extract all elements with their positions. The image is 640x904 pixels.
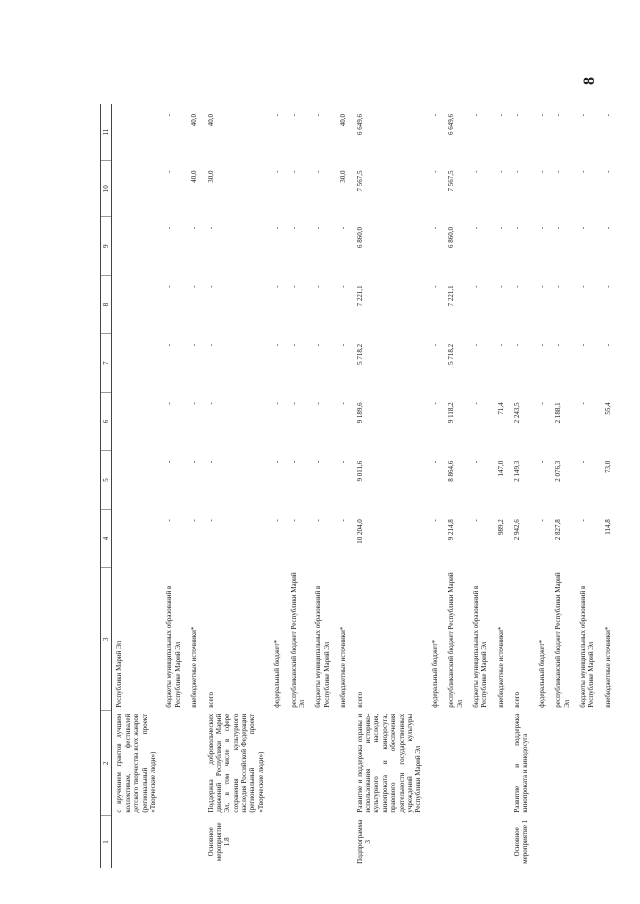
- column-header: 9: [101, 217, 112, 275]
- value-cell: -: [190, 343, 199, 347]
- column-header: 1: [101, 816, 112, 868]
- column-header: 5: [101, 451, 112, 509]
- value-cell: [112, 217, 162, 275]
- value-cell: -: [471, 226, 480, 230]
- row-code-cell: [494, 816, 510, 868]
- value-cell: 40,0: [190, 114, 199, 127]
- value-cell: -: [206, 460, 215, 464]
- value-cell: -: [339, 226, 348, 230]
- value-cell: 9 118,2: [447, 402, 456, 424]
- value-cell: -: [314, 285, 323, 288]
- value-cell: -: [554, 343, 563, 347]
- funding-source-cell: федеральный бюджет*: [537, 639, 546, 708]
- value-cell: -: [314, 519, 323, 522]
- row-name-cell: [494, 711, 510, 816]
- value-cell: 7 567,5: [447, 170, 456, 192]
- value-cell: -: [190, 460, 199, 464]
- row-code-cell: [428, 816, 444, 868]
- funding-source-cell: республиканский бюджет Республики Марий Эл: [289, 572, 307, 708]
- table-row: [287, 104, 312, 868]
- funding-source-cell: внебюджетные источники*: [190, 626, 199, 708]
- value-cell: -: [554, 170, 563, 173]
- value-cell: -: [554, 114, 563, 117]
- value-cell: -: [339, 519, 348, 522]
- value-cell: 40,0: [190, 170, 199, 183]
- value-cell: [112, 451, 162, 509]
- value-cell: -: [190, 402, 199, 405]
- value-cell: -: [289, 460, 298, 464]
- value-cell: 9 214,8: [447, 519, 456, 541]
- budget-table: [100, 104, 617, 868]
- value-cell: 2 149,3: [513, 460, 522, 482]
- value-cell: -: [314, 402, 323, 405]
- value-cell: -: [165, 402, 174, 405]
- value-cell: -: [537, 170, 546, 173]
- value-cell: 71,4: [496, 402, 505, 415]
- table-row: [601, 104, 617, 868]
- row-code-cell: [112, 816, 162, 868]
- value-cell: -: [289, 519, 298, 522]
- table-row: [551, 104, 576, 868]
- value-cell: -: [430, 170, 439, 173]
- value-cell: 7 221,1: [447, 285, 456, 307]
- value-cell: -: [430, 460, 439, 464]
- row-name-cell: [162, 711, 187, 816]
- value-cell: -: [273, 226, 282, 230]
- value-cell: -: [513, 285, 522, 288]
- value-cell: -: [496, 343, 505, 347]
- value-cell: 6 649,6: [447, 114, 456, 135]
- value-cell: -: [273, 343, 282, 347]
- value-cell: -: [537, 114, 546, 117]
- value-cell: -: [339, 402, 348, 405]
- value-cell: -: [579, 114, 588, 117]
- row-name-cell: [428, 711, 444, 816]
- row-name-cell: [576, 711, 601, 816]
- value-cell: -: [273, 402, 282, 405]
- value-cell: -: [603, 226, 612, 230]
- value-cell: -: [471, 170, 480, 173]
- value-cell: -: [579, 170, 588, 173]
- value-cell: -: [273, 170, 282, 173]
- funding-source-cell: всего: [513, 692, 522, 708]
- value-cell: 7 567,5: [355, 170, 364, 192]
- table-row: [576, 104, 601, 868]
- value-cell: -: [314, 226, 323, 230]
- table-row: [428, 104, 444, 868]
- value-cell: -: [190, 285, 199, 288]
- row-code-cell: [270, 816, 286, 868]
- funding-source-cell: республиканский бюджет Республики Марий Эл: [554, 572, 571, 708]
- value-cell: -: [206, 285, 215, 288]
- value-cell: -: [273, 460, 282, 464]
- value-cell: 989,2: [496, 519, 505, 535]
- value-cell: 9 011,6: [355, 460, 364, 482]
- row-name-cell: [270, 711, 286, 816]
- table-row: [204, 104, 271, 868]
- value-cell: 6 860,0: [447, 226, 456, 248]
- value-cell: 2 188,1: [554, 402, 563, 424]
- value-cell: [112, 509, 162, 567]
- column-header: 11: [101, 104, 112, 161]
- row-name-cell: [601, 711, 617, 816]
- value-cell: 30,0: [206, 170, 215, 183]
- table-row: [444, 104, 469, 868]
- value-cell: -: [273, 519, 282, 522]
- table-body: [112, 104, 617, 868]
- table-header-row: [101, 104, 112, 868]
- value-cell: -: [537, 285, 546, 288]
- value-cell: -: [579, 460, 588, 464]
- value-cell: -: [165, 343, 174, 347]
- funding-source-cell: бюджеты муниципальных образований в Республике Марий Эл: [579, 585, 596, 708]
- value-cell: 2 827,8: [554, 519, 563, 541]
- value-cell: -: [537, 402, 546, 405]
- value-cell: -: [471, 343, 480, 347]
- value-cell: 2 076,3: [554, 460, 563, 482]
- column-header: 4: [101, 509, 112, 567]
- value-cell: -: [430, 226, 439, 230]
- table-row: [187, 104, 203, 868]
- value-cell: [112, 275, 162, 333]
- value-cell: 10 204,0: [355, 519, 364, 544]
- row-code-cell: [187, 816, 203, 868]
- row-code-cell: [551, 816, 576, 868]
- column-header: 8: [101, 275, 112, 333]
- value-cell: -: [513, 170, 522, 173]
- value-cell: -: [537, 460, 546, 464]
- row-name-cell: [287, 711, 312, 816]
- value-cell: 6 649,6: [355, 114, 364, 135]
- value-cell: -: [513, 343, 522, 347]
- value-cell: -: [339, 460, 348, 464]
- value-cell: [112, 392, 162, 450]
- value-cell: -: [496, 170, 505, 173]
- row-name-cell: Поддержка добровольческих движений Республики Марий Эл, в том числе в сфере сохранения культурного наследия Российской Федерации (региональный проект «Творческие люди»): [206, 713, 265, 813]
- value-cell: 40,0: [339, 114, 348, 127]
- value-cell: -: [165, 519, 174, 522]
- value-cell: -: [289, 343, 298, 347]
- column-header: 6: [101, 392, 112, 450]
- value-cell: 5 718,2: [447, 343, 456, 365]
- table-row: [353, 104, 428, 868]
- table-row: [336, 104, 352, 868]
- value-cell: 40,0: [206, 114, 215, 127]
- value-cell: -: [165, 170, 174, 173]
- value-cell: -: [603, 343, 612, 347]
- row-code-cell: Основное мероприятие 1.8: [206, 822, 232, 862]
- table-row: [535, 104, 551, 868]
- value-cell: -: [289, 402, 298, 405]
- value-cell: -: [603, 285, 612, 288]
- value-cell: -: [430, 343, 439, 347]
- funding-source-cell: бюджеты муниципальных образований в Республике Марий Эл: [314, 585, 331, 708]
- funding-source-cell: бюджеты муниципальных образований в Республике Марий Эл: [471, 585, 489, 708]
- row-code-cell: [535, 816, 551, 868]
- row-name-cell: [187, 711, 203, 816]
- value-cell: -: [471, 460, 480, 464]
- value-cell: 2 243,5: [513, 402, 522, 424]
- row-name-cell: Развитие и поддержка кинопроката и кинодосуга: [513, 713, 530, 813]
- value-cell: 2 942,6: [513, 519, 522, 541]
- table-row: [311, 104, 336, 868]
- column-header: 10: [101, 161, 112, 217]
- value-cell: 5 718,2: [355, 343, 364, 365]
- table-row: [469, 104, 494, 868]
- value-cell: 8 864,6: [447, 460, 456, 482]
- value-cell: -: [289, 170, 298, 173]
- funding-source-cell: внебюджетные источники*: [339, 626, 348, 708]
- row-code-cell: [287, 816, 312, 868]
- row-code-cell: [444, 816, 469, 868]
- value-cell: -: [339, 343, 348, 347]
- value-cell: 114,8: [603, 519, 612, 535]
- value-cell: -: [273, 114, 282, 117]
- value-cell: 55,4: [603, 402, 612, 415]
- value-cell: -: [190, 519, 199, 522]
- value-cell: -: [289, 226, 298, 230]
- value-cell: -: [190, 226, 199, 230]
- row-code-cell: [336, 816, 352, 868]
- row-code-cell: Основное мероприятие 1: [513, 819, 530, 864]
- value-cell: -: [314, 114, 323, 117]
- value-cell: -: [554, 226, 563, 230]
- value-cell: 147,0: [496, 460, 505, 477]
- value-cell: -: [273, 285, 282, 288]
- value-cell: 30,0: [339, 170, 348, 183]
- funding-source-cell: федеральный бюджет*: [273, 639, 282, 708]
- value-cell: -: [537, 519, 546, 522]
- row-code-cell: [601, 816, 617, 868]
- value-cell: 7 221,1: [355, 285, 364, 307]
- row-name-cell: [336, 711, 352, 816]
- table-row: [494, 104, 510, 868]
- page-number: 8: [581, 77, 598, 85]
- value-cell: -: [339, 285, 348, 288]
- value-cell: -: [289, 285, 298, 288]
- row-name-cell: [444, 711, 469, 816]
- value-cell: -: [537, 343, 546, 347]
- column-header: 7: [101, 334, 112, 392]
- value-cell: 73,0: [603, 460, 612, 474]
- table-row: [112, 104, 162, 868]
- row-name-cell: [551, 711, 576, 816]
- rotated-page: [100, 104, 620, 868]
- row-name-cell: с вручением грантов лучшим коллективам, фестивалей детского творчества всех жанров (региональный проект «Творческие люди»): [115, 713, 157, 813]
- value-cell: -: [206, 226, 215, 230]
- value-cell: [112, 104, 162, 161]
- value-cell: -: [165, 285, 174, 288]
- value-cell: -: [579, 402, 588, 405]
- value-cell: -: [165, 460, 174, 464]
- row-code-cell: [576, 816, 601, 868]
- value-cell: -: [471, 402, 480, 405]
- value-cell: -: [579, 226, 588, 230]
- value-cell: [112, 334, 162, 392]
- value-cell: -: [513, 226, 522, 230]
- value-cell: -: [314, 170, 323, 173]
- value-cell: -: [603, 114, 612, 117]
- table-row: [270, 104, 286, 868]
- value-cell: -: [430, 114, 439, 117]
- value-cell: [112, 161, 162, 217]
- value-cell: -: [496, 226, 505, 230]
- value-cell: -: [430, 519, 439, 522]
- row-name-cell: [469, 711, 494, 816]
- value-cell: -: [206, 343, 215, 347]
- value-cell: -: [579, 343, 588, 347]
- value-cell: -: [289, 114, 298, 117]
- column-header: 3: [101, 568, 112, 711]
- row-code-cell: [162, 816, 187, 868]
- value-cell: 6 860,0: [355, 226, 364, 248]
- funding-source-cell: всего: [206, 692, 215, 708]
- value-cell: -: [537, 226, 546, 230]
- value-cell: -: [430, 285, 439, 288]
- funding-source-cell: бюджеты муниципальных образований в Республике Марий Эл: [165, 585, 182, 708]
- value-cell: -: [471, 285, 480, 288]
- value-cell: -: [496, 285, 505, 288]
- value-cell: 9 189,6: [355, 402, 364, 424]
- value-cell: -: [496, 114, 505, 117]
- funding-source-cell: внебюджетные источники*: [603, 626, 612, 708]
- value-cell: -: [471, 114, 480, 117]
- row-code-cell: Подпрограмма 3: [355, 819, 372, 864]
- funding-source-cell: Республики Марий Эл: [115, 640, 124, 708]
- column-header: 2: [101, 711, 112, 816]
- value-cell: -: [206, 402, 215, 405]
- value-cell: -: [314, 460, 323, 464]
- row-code-cell: [469, 816, 494, 868]
- value-cell: -: [206, 519, 215, 522]
- value-cell: -: [603, 170, 612, 173]
- funding-source-cell: республиканский бюджет Республики Марий Эл: [447, 572, 464, 708]
- value-cell: -: [579, 519, 588, 522]
- row-code-cell: [311, 816, 336, 868]
- row-name-cell: Развитие и поддержка охраны и использования историко-культурного наследия, кинопроката и кинодосуга, правового обеспечения деятельности государственных учреждений культуры Республики Марий Эл: [355, 713, 423, 813]
- funding-source-cell: всего: [355, 692, 364, 708]
- row-name-cell: [311, 711, 336, 816]
- value-cell: -: [314, 343, 323, 347]
- row-name-cell: [535, 711, 551, 816]
- funding-source-cell: федеральный бюджет*: [430, 639, 439, 708]
- value-cell: -: [471, 519, 480, 522]
- value-cell: -: [165, 226, 174, 230]
- value-cell: -: [513, 114, 522, 117]
- value-cell: -: [579, 285, 588, 288]
- table-row: [162, 104, 187, 868]
- value-cell: -: [165, 114, 174, 117]
- value-cell: -: [554, 285, 563, 288]
- value-cell: -: [430, 402, 439, 405]
- funding-source-cell: внебюджетные источники*: [496, 626, 505, 708]
- table-row: [510, 104, 535, 868]
